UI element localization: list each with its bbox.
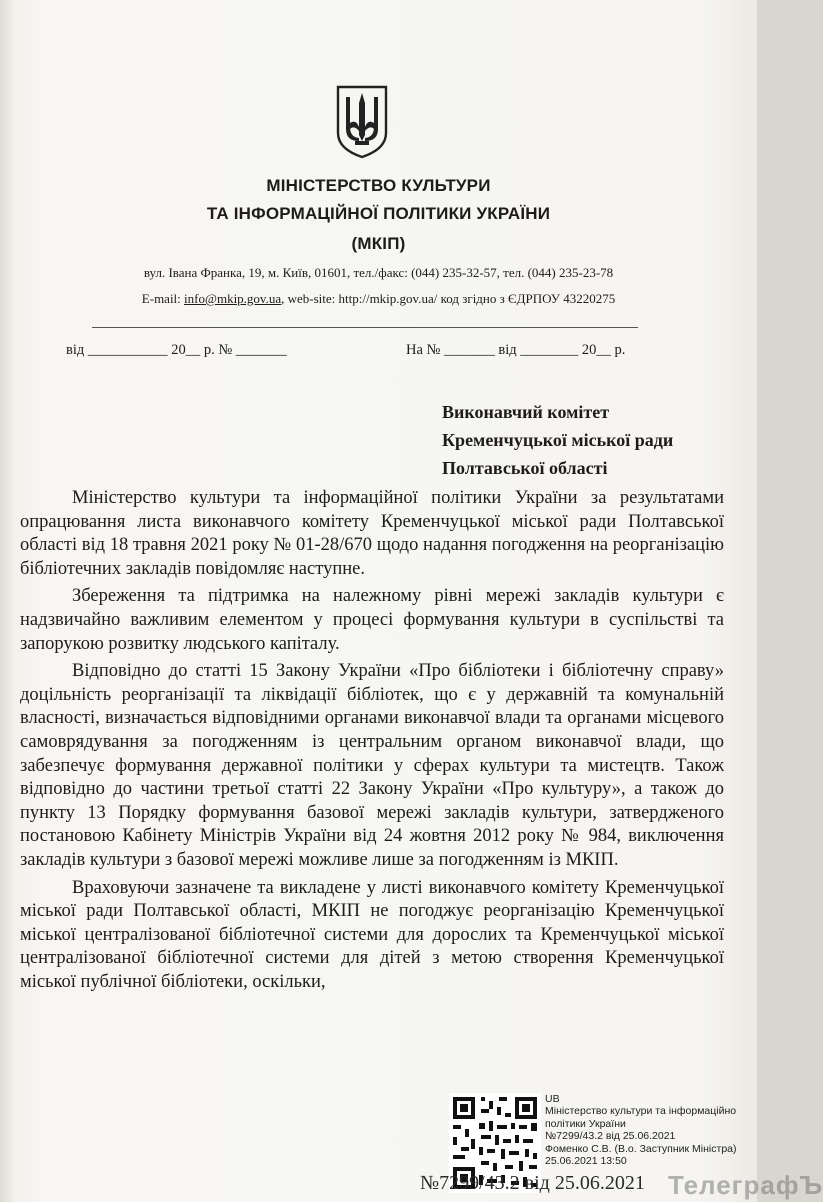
watermark-logo: ТелеграфЪ [668, 1170, 823, 1200]
body-paragraph-4: Враховуючи зазначене та викладене у листі виконавчого комітету Кременчуцької міської ради Полтавської області, МКІП не погоджує реорганізацію Кременчуцької міської централізованої бібліотечної системи для дорослих та Кременчуцької міської централізованої бібліотечної системи для дітей з метою створення Кременчуцької міської публічної бібліотеки, оскільки, [20, 877, 724, 992]
letter-body [20, 487, 724, 998]
outgoing-registration-field: від ___________ 20__ р. № _______ [66, 342, 287, 358]
ministry-name-line2: ТА ІНФОРМАЦІЙНОЇ ПОЛІТИКИ УКРАЇНИ [206, 204, 551, 223]
body-paragraph-3: Відповідно до статті 15 Закону України «Про бібліотеки і бібліотечну справу» доцільність реорганізації та ліквідації бібліотек, що є у державній та комунальній власності, визначається відповідними органами виконавчої влади та органами місцевого самоврядування за погодженням із центральним органом виконавчої влади, що забезпечує формування державної політики у сферах культури та мистецтв. Також відповідно до частини третьої статті 22 Закону України «Про культуру», а також до пункту 13 Порядку формування базової мережі закладів культури, затвердженого постановою Кабінету Міністрів України від 24 жовтня 2012 року № 984, виключення закладів культури з базової мережі можливе лише за погодженням із МКІП. [20, 661, 724, 870]
stamp-line-1: UB [545, 1093, 560, 1105]
ministry-contacts [0, 291, 757, 307]
addressee-line1: Виконавчий комітет [442, 402, 610, 422]
stamp-line-5: Фоменко С.В. (В.о. Заступник Міністра) [545, 1142, 737, 1155]
ministry-abbreviation: (МКІП) [351, 234, 406, 253]
email-link[interactable]: info@mkip.gov.ua [184, 291, 282, 306]
incoming-registration-field: На № _______ від ________ 20__ р. [406, 342, 626, 358]
addressee-block [442, 398, 673, 482]
ministry-address: вул. Івана Франка, 19, м. Київ, 01601, тел./факс: (044) 235-32-57, тел. (044) 235-23-78 [143, 265, 614, 280]
stamp-line-6: 25.06.2021 13:50 [545, 1155, 627, 1168]
addressee-line3: Полтавської області [442, 458, 608, 478]
addressee-line2: Кременчуцької міської ради [442, 430, 674, 450]
digital-signature-stamp [545, 1093, 737, 1167]
footer-registration-number: №7299/43.2 від 25.06.2021 [420, 1172, 645, 1194]
stamp-line-2: Міністерство культури та інформаційно [545, 1105, 737, 1118]
stamp-line-4: №7299/43.2 від 25.06.2021 [545, 1130, 676, 1143]
body-paragraph-1: Міністерство культури та інформаційної політики України за результатами опрацювання листа виконавчого комітету Кременчуцької міської ради Полтавської області від 18 травня 2021 року № 01-28/670 щодо надання погодження на реорганізацію бібліотечних закладів повідомляє наступне. [20, 488, 724, 579]
email-label: E-mail: [141, 291, 181, 306]
website-and-code: , web-site: http://mkip.gov.ua/ код згідно з ЄДРПОУ 43220275 [281, 291, 616, 306]
ministry-name-line1: МІНІСТЕРСТВО КУЛЬТУРИ [266, 176, 491, 195]
stamp-line-3: політики України [545, 1117, 626, 1130]
header-divider [92, 327, 638, 328]
body-paragraph-2: Збереження та підтримка на належному рівні мережі закладів культури є надзвичайно важливим елементом у процесі формування культури в суспільстві та запорукою розвитку людського капіталу. [20, 586, 724, 654]
trident-coat-of-arms-icon [334, 83, 390, 159]
